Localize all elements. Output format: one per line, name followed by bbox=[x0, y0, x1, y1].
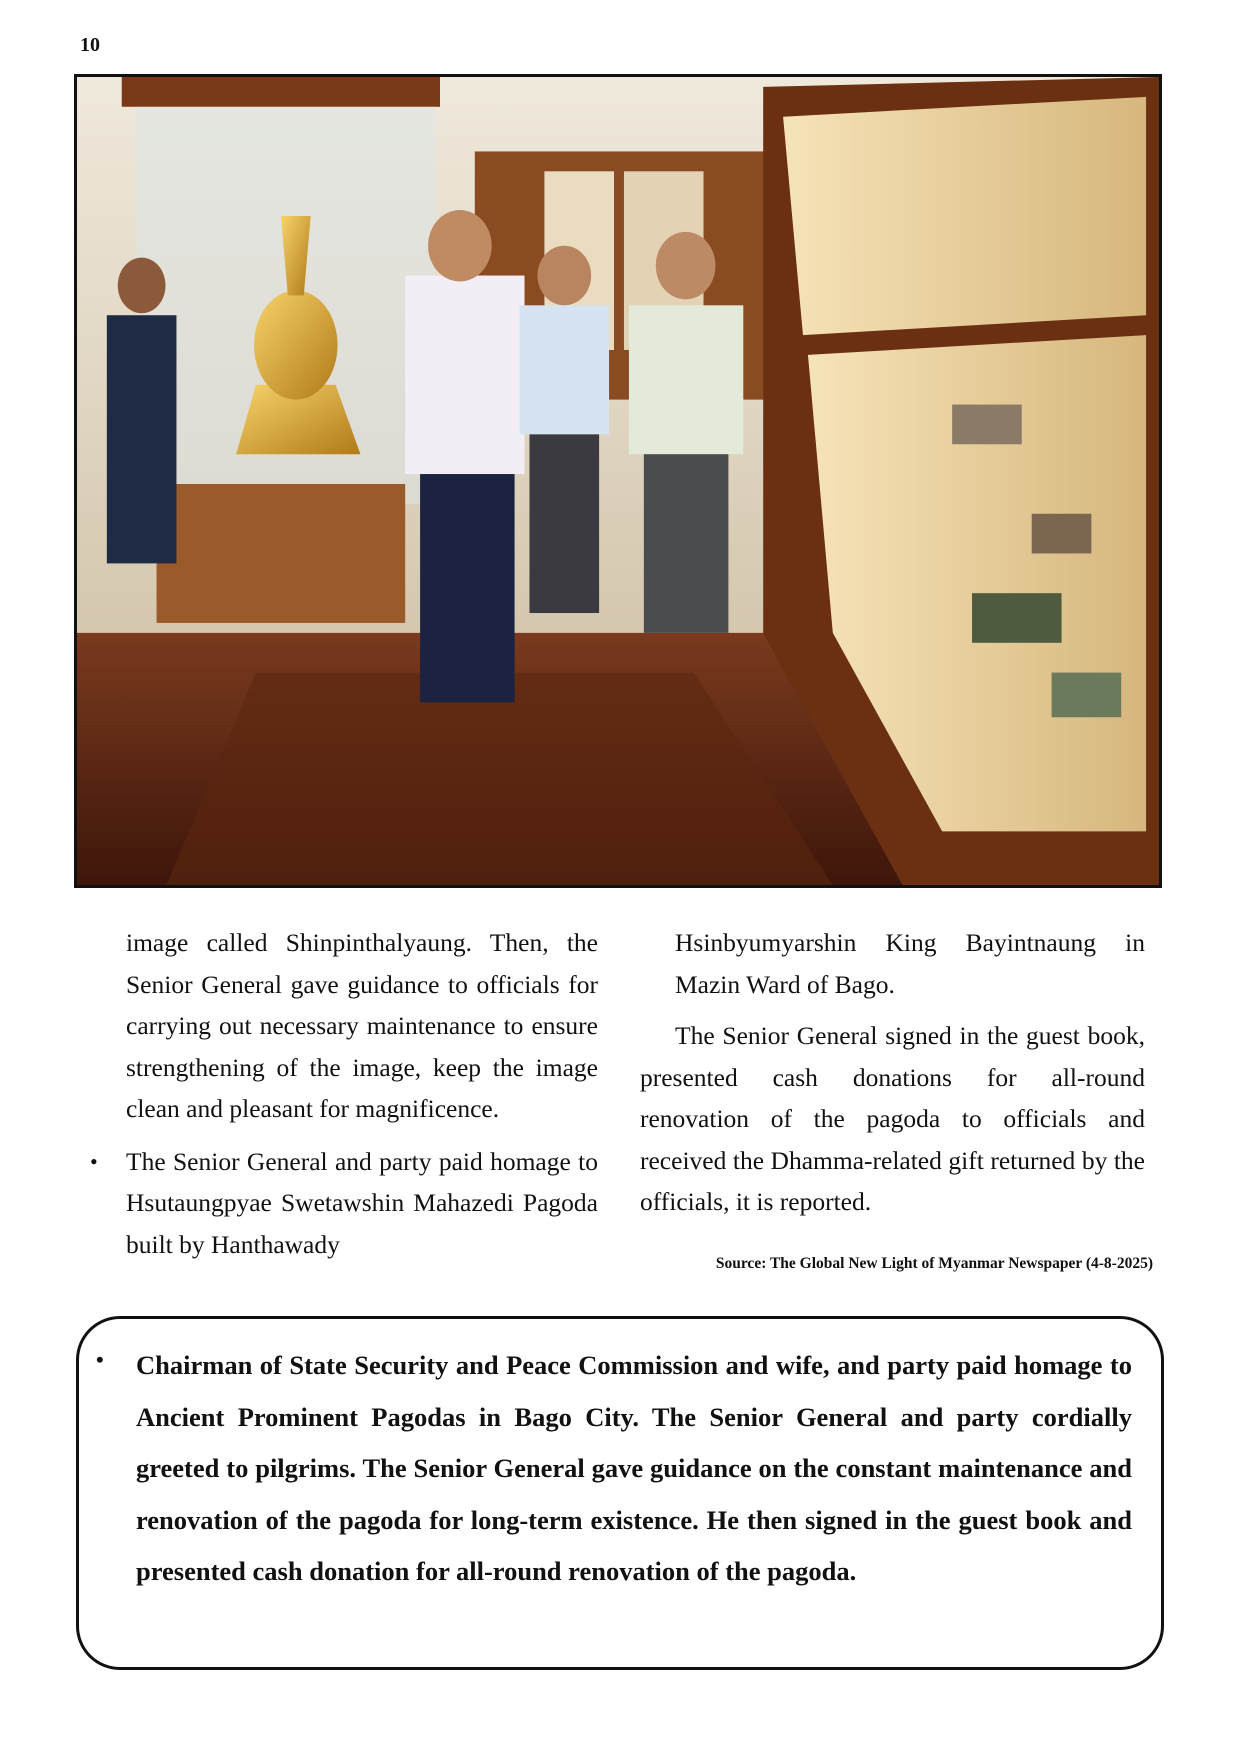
bullet-icon: • bbox=[90, 1148, 98, 1174]
museum-visit-photo bbox=[74, 74, 1162, 888]
article-right-column bbox=[640, 922, 1145, 1223]
page-number: 10 bbox=[80, 34, 100, 56]
left-column-bullet-text: The Senior General and party paid homage to Hsutaungpyae Swetawshin Mahazedi Pagoda built by Hanthawady bbox=[126, 1146, 598, 1259]
source-citation: Source: The Global New Light of Myanmar Newspaper (4-8-2025) bbox=[715, 1255, 1153, 1272]
right-column-paragraph: The Senior General signed in the guest book, presented cash donations for all-round renovation of the pagoda to officials and received the Dhamma-related gift returned by the officials, it is reported. bbox=[640, 1021, 1145, 1216]
left-column-continuation: image called Shinpinthalyaung. Then, the Senior General gave guidance to officials for carrying out necessary maintenance to ensure strengthening of the image, keep the image clean and pleasant for magnificence. bbox=[126, 928, 598, 1123]
summary-text: Chairman of State Security and Peace Commission and wife, and party paid homage to Ancient Prominent Pagodas in Bago City. The Senior General and party cordially greeted to pilgrims. The Senior General gave guidance on the constant maintenance and renovation of the pagoda for long-term existence. He then signed in the guest book and presented cash donation for all-round renovation of the pagoda. bbox=[136, 1350, 1132, 1586]
left-column-bullet-item bbox=[90, 1141, 598, 1266]
summary-bullet-icon: • bbox=[96, 1347, 104, 1372]
right-column-continuation: Hsinbyumyarshin King Bayintnaung in Mazin Ward of Bago. bbox=[675, 928, 1145, 999]
photo-illustration bbox=[77, 77, 1159, 885]
article-left-column bbox=[90, 922, 598, 1265]
